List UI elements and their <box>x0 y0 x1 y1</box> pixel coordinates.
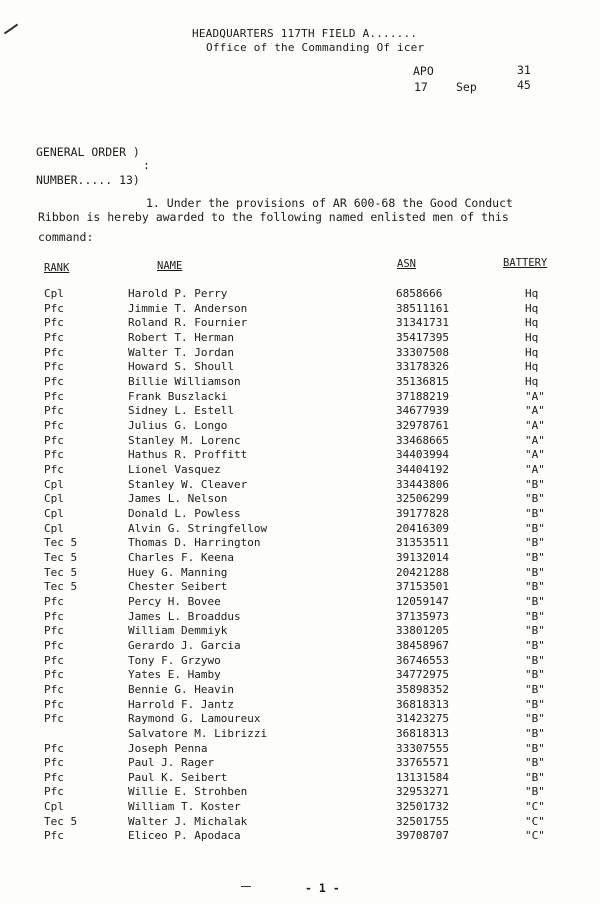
name-cell: Walter T. Jordan <box>128 345 234 359</box>
table-row <box>0 624 600 637</box>
table-row <box>0 434 600 447</box>
table-row <box>0 727 600 740</box>
asn-cell: 36818313 <box>396 697 449 711</box>
name-cell: Lionel Vasquez <box>128 462 221 476</box>
name-cell: Donald L. Powless <box>128 506 241 520</box>
asn-cell: 34772975 <box>396 668 449 682</box>
asn-cell: 31353511 <box>396 536 449 550</box>
asn-cell: 38511161 <box>396 301 449 315</box>
asn-cell: 13131584 <box>396 770 449 784</box>
battery-cell: "B" <box>525 550 545 564</box>
rank-cell: Cpl <box>44 477 64 491</box>
table-row <box>0 654 600 667</box>
battery-cell: Hq <box>525 375 539 388</box>
asn-cell: 36746553 <box>396 653 449 667</box>
asn-cell: 32501732 <box>396 800 449 814</box>
name-cell: William T. Koster <box>128 800 241 814</box>
battery-cell: "B" <box>525 477 545 491</box>
name-cell: Chester Seibert <box>128 580 228 594</box>
table-row <box>0 639 600 652</box>
name-cell: Salvatore M. Librizzi <box>128 726 268 740</box>
table-row <box>0 800 600 813</box>
battery-cell: "B" <box>525 785 545 799</box>
table-row <box>0 478 600 491</box>
table-row <box>0 683 600 696</box>
rank-cell: Pfc <box>44 389 64 403</box>
general-order-label: GENERAL ORDER ) <box>36 145 140 159</box>
name-cell: Roland R. Fournier <box>128 316 248 330</box>
table-row <box>0 551 600 564</box>
rank-cell: Tec 5 <box>44 814 78 828</box>
paragraph-line-1: 1. Under the provisions of AR 600-68 the Good Conduct <box>146 196 513 210</box>
battery-cell: "B" <box>525 756 545 770</box>
header-unit: HEADQUARTERS 117TH FIELD A....... <box>192 27 418 40</box>
asn-cell: 6858666 <box>396 287 443 300</box>
battery-cell: "B" <box>525 638 545 652</box>
battery-cell: "B" <box>525 697 545 711</box>
asn-cell: 20416309 <box>396 521 449 535</box>
name-cell: Paul J. Rager <box>128 756 215 770</box>
name-cell: Paul K. Seibert <box>128 770 228 784</box>
rank-cell: Pfc <box>44 433 64 447</box>
asn-cell: 33801205 <box>396 624 449 638</box>
table-row <box>0 610 600 623</box>
table-row <box>0 448 600 461</box>
table-row <box>0 580 600 593</box>
header-office: Office of the Commanding Of icer <box>206 41 425 54</box>
name-cell: Joseph Penna <box>128 741 208 755</box>
scan-mark <box>4 24 18 35</box>
asn-cell: 37188219 <box>396 389 449 403</box>
name-cell: Sidney L. Estell <box>128 404 234 418</box>
table-row <box>0 360 600 373</box>
asn-cell: 34677939 <box>396 404 449 418</box>
table-row <box>0 595 600 608</box>
name-cell: Charles F. Keena <box>128 550 234 564</box>
rank-cell: Pfc <box>44 345 64 359</box>
asn-cell: 32953271 <box>396 785 449 799</box>
name-cell: Stanley W. Cleaver <box>128 477 248 491</box>
asn-cell: 37153501 <box>396 580 449 594</box>
rank-cell: Pfc <box>44 697 64 711</box>
rank-cell: Cpl <box>44 492 64 506</box>
rank-cell: Pfc <box>44 624 64 638</box>
rank-cell: Pfc <box>44 448 64 462</box>
name-cell: Harold P. Perry <box>128 287 228 300</box>
name-cell: James L. Broaddus <box>128 609 241 623</box>
table-row <box>0 419 600 432</box>
rank-cell: Pfc <box>44 609 64 623</box>
asn-cell: 33765571 <box>396 756 449 770</box>
asn-cell: 34404192 <box>396 462 449 476</box>
table-row <box>0 331 600 344</box>
asn-cell: 34403994 <box>396 448 449 462</box>
rank-cell: Tec 5 <box>44 550 78 564</box>
paragraph-line-2: Ribbon is hereby awarded to the following named enlisted men of this <box>38 210 509 224</box>
table-row <box>0 302 600 315</box>
rank-cell: Pfc <box>44 653 64 667</box>
rank-cell: Pfc <box>44 375 64 388</box>
asn-cell: 37135973 <box>396 609 449 623</box>
rank-cell: Pfc <box>44 741 64 755</box>
rank-cell: Pfc <box>44 316 64 330</box>
rank-cell: Pfc <box>44 682 64 696</box>
rank-cell: Cpl <box>44 506 64 520</box>
table-row <box>0 492 600 505</box>
name-cell: Percy H. Bovee <box>128 594 221 608</box>
battery-cell: "B" <box>525 536 545 550</box>
asn-cell: 20421288 <box>396 565 449 579</box>
name-cell: Willie E. Strohben <box>128 785 248 799</box>
battery-cell: "A" <box>525 433 545 447</box>
table-row <box>0 346 600 359</box>
name-cell: William Demmiyk <box>128 624 228 638</box>
rank-cell: Pfc <box>44 360 64 374</box>
battery-cell: "B" <box>525 726 545 740</box>
table-row <box>0 668 600 681</box>
rank-cell: Tec 5 <box>44 580 78 594</box>
asn-cell: 31341731 <box>396 316 449 330</box>
table-row <box>0 771 600 784</box>
rank-cell: Pfc <box>44 829 64 843</box>
asn-cell: 32978761 <box>396 418 449 432</box>
asn-cell: 33307555 <box>396 741 449 755</box>
battery-cell: Hq <box>525 316 539 330</box>
rank-cell: Pfc <box>44 756 64 770</box>
asn-cell: 39177828 <box>396 506 449 520</box>
battery-cell: "B" <box>525 682 545 696</box>
table-row <box>0 375 600 388</box>
rank-cell: Pfc <box>44 418 64 432</box>
name-cell: Howard S. Shoull <box>128 360 234 374</box>
asn-cell: 12059147 <box>396 594 449 608</box>
rank-cell: Pfc <box>44 462 64 476</box>
battery-cell: Hq <box>525 360 539 374</box>
date-month: Sep <box>456 80 477 94</box>
table-row <box>0 756 600 769</box>
table-row <box>0 287 600 300</box>
battery-cell: "B" <box>525 521 545 535</box>
table-row <box>0 536 600 549</box>
page-number: - 1 - <box>305 881 340 895</box>
battery-cell: Hq <box>525 345 539 359</box>
table-row <box>0 404 600 417</box>
battery-cell: "B" <box>525 506 545 520</box>
battery-cell: "A" <box>525 462 545 476</box>
asn-cell: 39708707 <box>396 829 449 843</box>
battery-cell: "C" <box>525 800 545 814</box>
column-header-rank: RANK <box>44 262 70 274</box>
battery-cell: "B" <box>525 580 545 594</box>
name-cell: Billie Williamson <box>128 375 241 388</box>
rank-cell: Pfc <box>44 594 64 608</box>
scan-mark <box>241 886 251 887</box>
battery-cell: "C" <box>525 829 545 843</box>
battery-cell: "B" <box>525 594 545 608</box>
table-row <box>0 316 600 329</box>
rank-cell: Tec 5 <box>44 536 78 550</box>
name-cell: Eliceo P. Apodaca <box>128 829 241 843</box>
apo-number: 31 <box>517 63 531 77</box>
asn-cell: 35136815 <box>396 375 449 388</box>
battery-cell: "B" <box>525 770 545 784</box>
name-cell: Robert T. Herman <box>128 331 234 344</box>
name-cell: Huey G. Manning <box>128 565 228 579</box>
rank-cell: Cpl <box>44 521 64 535</box>
battery-cell: "B" <box>525 609 545 623</box>
rank-cell: Cpl <box>44 800 64 814</box>
asn-cell: 33178326 <box>396 360 449 374</box>
table-row <box>0 785 600 798</box>
battery-cell: Hq <box>525 287 539 300</box>
name-cell: Gerardo J. Garcia <box>128 638 241 652</box>
rank-cell: Pfc <box>44 712 64 726</box>
name-cell: Tony F. Grzywo <box>128 653 221 667</box>
table-row <box>0 742 600 755</box>
column-header-battery: BATTERY <box>503 257 548 269</box>
date-day: 17 <box>414 80 428 94</box>
rank-cell: Pfc <box>44 404 64 418</box>
asn-cell: 33307508 <box>396 345 449 359</box>
rank-cell: Pfc <box>44 668 64 682</box>
asn-cell: 35898352 <box>396 682 449 696</box>
name-cell: Thomas D. Harrington <box>128 536 261 550</box>
battery-cell: "A" <box>525 404 545 418</box>
rank-cell: Pfc <box>44 770 64 784</box>
rank-cell: Tec 5 <box>44 565 78 579</box>
table-row <box>0 698 600 711</box>
rank-cell: Pfc <box>44 638 64 652</box>
rank-cell: Cpl <box>44 287 64 300</box>
table-row <box>0 507 600 520</box>
table-row <box>0 829 600 842</box>
column-header-asn: ASN <box>397 258 416 270</box>
paragraph-line-3: command: <box>38 230 94 244</box>
asn-cell: 35417395 <box>396 331 449 344</box>
asn-cell: 33443806 <box>396 477 449 491</box>
rank-cell: Pfc <box>44 301 64 315</box>
order-colon: : <box>143 158 150 172</box>
name-cell: Hathus R. Proffitt <box>128 448 248 462</box>
date-year: 45 <box>517 78 531 92</box>
name-cell: Jimmie T. Anderson <box>128 301 248 315</box>
battery-cell: "C" <box>525 814 545 828</box>
name-cell: James L. Nelson <box>128 492 228 506</box>
asn-cell: 33468665 <box>396 433 449 447</box>
column-header-name: NAME <box>157 260 183 272</box>
name-cell: Julius G. Longo <box>128 418 228 432</box>
name-cell: Raymond G. Lamoureux <box>128 712 261 726</box>
table-row <box>0 815 600 828</box>
asn-cell: 32501755 <box>396 814 449 828</box>
table-row <box>0 463 600 476</box>
battery-cell: "B" <box>525 565 545 579</box>
name-cell: Alvin G. Stringfellow <box>128 521 268 535</box>
name-cell: Yates E. Hamby <box>128 668 221 682</box>
asn-cell: 39132014 <box>396 550 449 564</box>
asn-cell: 32506299 <box>396 492 449 506</box>
table-row <box>0 566 600 579</box>
battery-cell: "B" <box>525 712 545 726</box>
battery-cell: "B" <box>525 653 545 667</box>
battery-cell: "A" <box>525 418 545 432</box>
rank-cell: Pfc <box>44 331 64 344</box>
asn-cell: 36818313 <box>396 726 449 740</box>
table-row <box>0 712 600 725</box>
battery-cell: Hq <box>525 331 539 344</box>
battery-cell: "A" <box>525 448 545 462</box>
battery-cell: "B" <box>525 668 545 682</box>
rank-cell: Pfc <box>44 785 64 799</box>
battery-cell: Hq <box>525 301 539 315</box>
battery-cell: "B" <box>525 741 545 755</box>
apo-label: APO <box>413 64 434 78</box>
asn-cell: 31423275 <box>396 712 449 726</box>
name-cell: Frank Buszlacki <box>128 389 228 403</box>
battery-cell: "B" <box>525 624 545 638</box>
name-cell: Stanley M. Lorenc <box>128 433 241 447</box>
battery-cell: "A" <box>525 389 545 403</box>
name-cell: Walter J. Michalak <box>128 814 248 828</box>
name-cell: Harrold F. Jantz <box>128 697 234 711</box>
name-cell: Bennie G. Heavin <box>128 682 234 696</box>
battery-cell: "B" <box>525 492 545 506</box>
table-row <box>0 522 600 535</box>
asn-cell: 38458967 <box>396 638 449 652</box>
order-number: NUMBER..... 13) <box>36 173 140 187</box>
table-row <box>0 390 600 403</box>
